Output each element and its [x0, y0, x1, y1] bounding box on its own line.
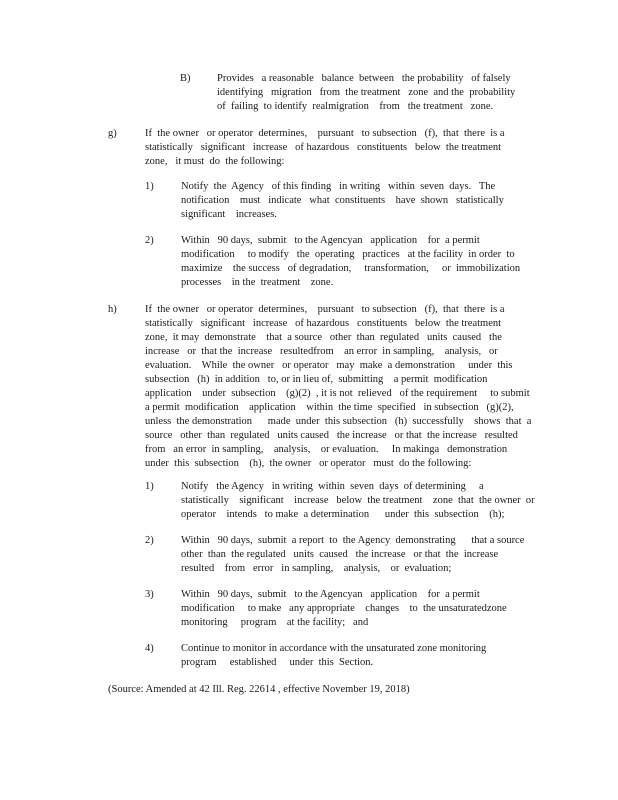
text-line: application under subsection (g)(2) , it is not relieved of the requirement to submit	[145, 388, 530, 399]
text-line: from an error in sampling, analysis, or evaluation. In makinga demonstration	[145, 444, 508, 455]
text-line: maximize the success of degradation, transformation, or immobilization	[181, 263, 521, 274]
text-line: modification to modify the operating practices at the facility in order to	[181, 249, 515, 260]
text-line: Within 90 days, submit to the Agencyan application for a permit	[181, 235, 480, 246]
item-h3-text	[181, 588, 521, 630]
text-line: under this subsection (h), the owner or operator must do the following:	[145, 458, 472, 469]
text-line: zone, it may demonstrate that a source other than regulated units caused the	[145, 332, 502, 343]
item-h-marker: h)	[108, 304, 117, 315]
text-line: notification must indicate what constituents have shown statistically	[181, 195, 504, 206]
item-g-text	[145, 127, 515, 169]
item-g-marker: g)	[108, 128, 117, 139]
item-h2-text	[181, 534, 537, 576]
text-line: Provides a reasonable balance between the probability of falsely	[217, 73, 511, 84]
text-line: Notify the Agency of this finding in writing within seven days. The	[181, 181, 496, 192]
item-g2-text	[181, 234, 526, 290]
item-B-text	[217, 72, 529, 114]
text-line: modification to make any appropriate changes to the unsaturatedzone	[181, 603, 507, 614]
item-g2-marker: 2)	[145, 235, 154, 246]
text-line: increase or that the increase resultedfrom an error in sampling, analysis, or	[145, 346, 498, 357]
text-line: statistically significant increase of hazardous constituents below the treatment	[145, 318, 502, 329]
text-line: Within 90 days, submit a report to the Agency demonstrating that a source	[181, 535, 525, 546]
text-line: If the owner or operator determines, pursuant to subsection (f), that there is a	[145, 128, 505, 139]
text-line: Within 90 days, submit to the Agencyan application for a permit	[181, 589, 480, 600]
text-line: resulted from error in sampling, analysis, or evaluation;	[181, 563, 452, 574]
text-line: operator intends to make a determination under this subsection (h);	[181, 509, 505, 520]
text-line: Continue to monitor in accordance with the unsaturated zone monitoring	[181, 643, 487, 654]
text-line: a permit modification application within the time specified in subsection (g)(2),	[145, 402, 514, 413]
text-line: If the owner or operator determines, pursuant to subsection (f), that there is a	[145, 304, 505, 315]
text-line: identifying migration from the treatment zone and the probability	[217, 87, 516, 98]
item-h-text	[145, 303, 545, 471]
text-line: evaluation. While the owner or operator may make a demonstration under this	[145, 360, 513, 371]
item-g1-text	[181, 180, 511, 222]
item-B-marker: B)	[180, 73, 191, 84]
text-line: of failing to identify realmigration from the treatment zone.	[217, 101, 494, 112]
text-line: source other than regulated units caused the increase or that the increase resulted	[145, 430, 518, 441]
text-line: processes in the treatment zone.	[181, 277, 334, 288]
text-line: subsection (h) in addition to, or in lieu of, submitting a permit modification	[145, 374, 488, 385]
text-line: significant increases.	[181, 209, 277, 220]
source-note: (Source: Amended at 42 Ill. Reg. 22614 , effective November 19, 2018)	[108, 684, 410, 695]
item-g1-marker: 1)	[145, 181, 154, 192]
text-line: other than the regulated units caused the increase or that the increase	[181, 549, 499, 560]
text-line: statistically significant increase below the treatment zone that the owner or	[181, 495, 535, 506]
text-line: monitoring program at the facility; and	[181, 617, 369, 628]
text-line: unless the demonstration made under this subsection (h) successfully shows that a	[145, 416, 532, 427]
text-line: program established under this Section.	[181, 657, 374, 668]
text-line: statistically significant increase of hazardous constituents below the treatment	[145, 142, 502, 153]
item-h1-text	[181, 480, 543, 522]
text-line: Notify the Agency in writing within seven days of determining a	[181, 481, 484, 492]
text-line: zone, it must do the following:	[145, 156, 285, 167]
item-h2-marker: 2)	[145, 535, 154, 546]
item-h4-text	[181, 642, 526, 670]
item-h3-marker: 3)	[145, 589, 154, 600]
item-h4-marker: 4)	[145, 643, 154, 654]
item-h1-marker: 1)	[145, 481, 154, 492]
